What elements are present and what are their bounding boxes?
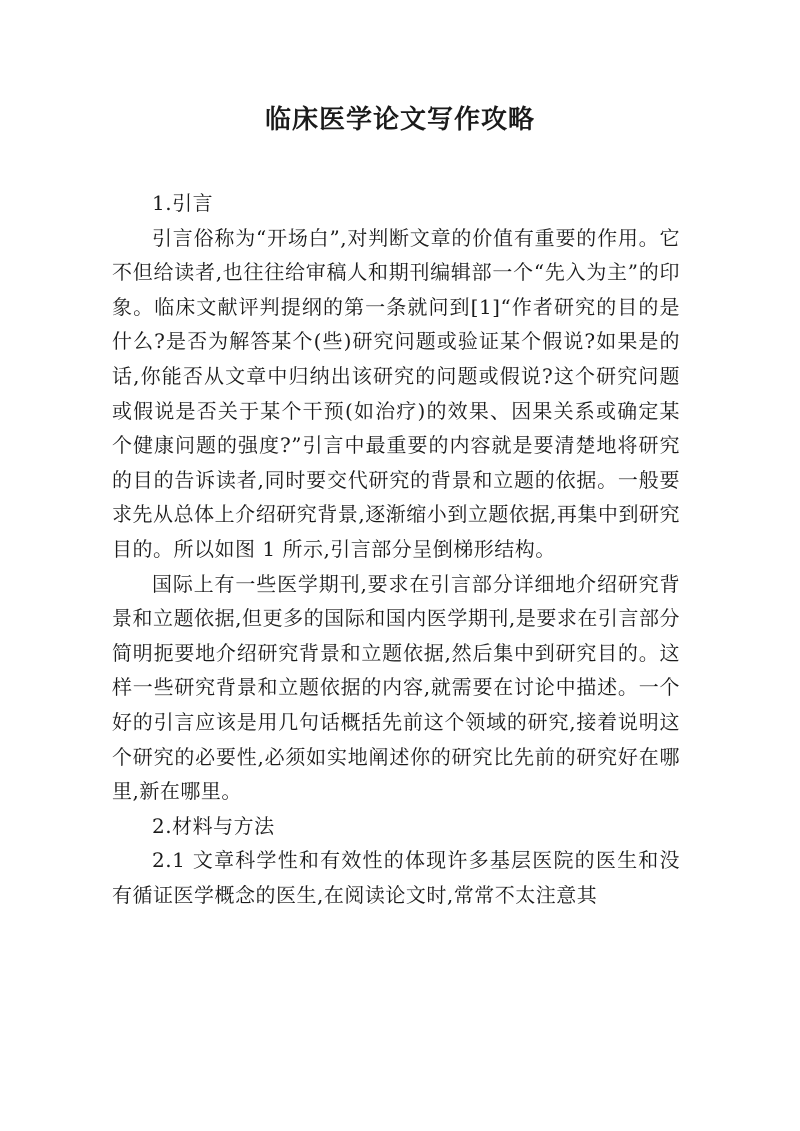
- introduction-paragraph-1: 引言俗称为“开场白”,对判断文章的价值有重要的作用。它不但给读者,也往往给审稿人和期刊编辑部一个“先入为主”的印象。临床文献评判提纲的第一条就问到[1]“作者研究的目的是什么?是否为解答某个(些)研究问题或验证某个假说?如果是的话,你能否从文章中归纳出该研究的问题或假说?这个研究问题或假说是否关于某个干预(如治疗)的效果、因果关系或确定某个健康问题的强度?”引言中最重要的内容就是要清楚地将研究的目的告诉读者,同时要交代研究的背景和立题的依据。一般要求先从总体上介绍研究背景,逐渐缩小到立题依据,再集中到研究目的。所以如图 1 所示,引言部分呈倒梯形结构。: [112, 225, 680, 561]
- section-heading-introduction: 1.引言: [152, 191, 214, 215]
- document-title: 临床医学论文写作攻略: [264, 105, 535, 135]
- methods-paragraph-1: 2.1 文章科学性和有效性的体现许多基层医院的医生和没有循证医学概念的医生,在阅读论文时,常常不太注意其: [112, 848, 680, 907]
- section-heading-methods: 2.材料与方法: [152, 813, 275, 838]
- document-body: [112, 186, 680, 912]
- introduction-paragraph-2: 国际上有一些医学期刊,要求在引言部分详细地介绍研究背景和立题依据,但更多的国际和国内医学期刊,是要求在引言部分简明扼要地介绍研究背景和立题依据,然后集中到研究目的。这样一些研究背景和立题依据的内容,就需要在讨论中描述。一个好的引言应该是用几句话概括先前这个领域的研究,接着说明这个研究的必要性,必须如实地阐述你的研究比先前的研究好在哪里,新在哪里。: [112, 571, 680, 804]
